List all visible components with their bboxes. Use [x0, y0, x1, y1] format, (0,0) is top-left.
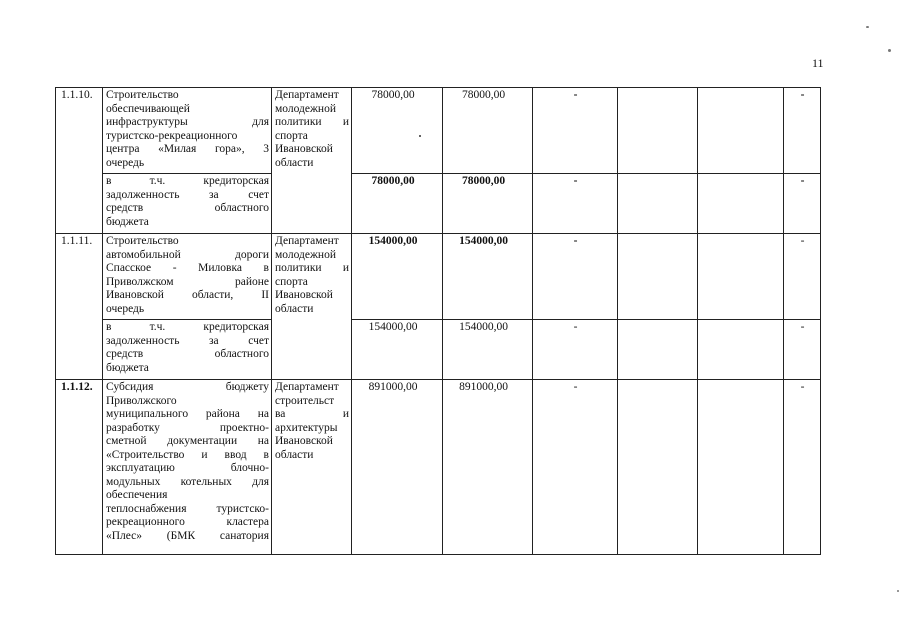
scan-speck — [897, 590, 899, 592]
dept-line: Ивановской — [275, 143, 333, 155]
desc-line: в т.ч. кредиторская — [106, 175, 269, 187]
item-number: 1.1.10. — [56, 88, 103, 234]
empty-cell — [698, 88, 784, 174]
amount-cell: 154000,00 — [352, 234, 443, 320]
desc-line: теплоснабжения туристско- — [106, 502, 269, 515]
desc-line: рекреационного кластера — [106, 516, 269, 528]
desc-line: Приволжском районе — [106, 275, 269, 288]
desc-line: Ивановской области, II — [106, 289, 269, 301]
amount-cell: 891000,00 — [352, 380, 443, 555]
empty-value: - — [784, 234, 821, 320]
department — [272, 88, 352, 234]
desc-line: центра «Милая гора», 3 — [106, 143, 269, 155]
empty-cell — [618, 88, 698, 174]
desc-line: туристско-рекреационного — [106, 129, 238, 142]
desc-line: средств областного — [106, 348, 269, 360]
empty-value: - — [784, 88, 821, 174]
table-row — [56, 174, 821, 234]
amount-cell: 78000,00 — [352, 174, 443, 234]
desc-line: очередь — [106, 302, 145, 315]
table-row — [56, 380, 821, 555]
table-row — [56, 88, 821, 174]
empty-cell — [618, 174, 698, 234]
dept-line: области — [275, 156, 314, 169]
scan-speck — [888, 49, 891, 52]
desc-line: инфраструктуры для — [106, 116, 269, 128]
amount-cell: 78000,00 — [443, 174, 533, 234]
desc-line: «Плес» (БМК санатория — [106, 529, 269, 542]
scan-speck — [866, 26, 869, 28]
empty-cell — [618, 234, 698, 320]
item-description — [103, 234, 272, 320]
dept-line: Департамент — [275, 381, 339, 393]
dept-line: архитектуры — [275, 421, 338, 434]
desc-line: эксплуатацию блочно- — [106, 462, 269, 474]
empty-value: - — [533, 380, 618, 555]
desc-line: Субсидия бюджету — [106, 381, 269, 393]
sub-description — [103, 174, 272, 234]
dept-line: спорта — [275, 129, 308, 142]
empty-value: - — [533, 174, 618, 234]
amount-cell: 78000,00 — [352, 88, 443, 174]
desc-line: обеспечения — [106, 489, 168, 501]
desc-line: разработку проектно- — [106, 421, 269, 434]
dept-line: политики и — [275, 116, 349, 128]
empty-value: - — [533, 320, 618, 380]
empty-cell — [618, 320, 698, 380]
empty-value: - — [533, 234, 618, 320]
dept-line: ва и — [275, 408, 349, 420]
empty-cell — [698, 320, 784, 380]
desc-line: автомобильной дороги — [106, 248, 269, 261]
dept-line: строительст — [275, 394, 335, 407]
table-row — [56, 234, 821, 320]
amount-cell: 78000,00 — [443, 88, 533, 174]
dept-line: Департамент — [275, 89, 339, 101]
budget-table — [55, 87, 821, 555]
page-number: 11 — [812, 56, 824, 70]
amount-cell: 891000,00 — [443, 380, 533, 555]
item-description — [103, 380, 272, 555]
dept-line: молодежной — [275, 248, 336, 261]
empty-cell — [618, 380, 698, 555]
empty-value: - — [784, 320, 821, 380]
desc-line: сметной документации на — [106, 435, 269, 447]
desc-line: задолженность за счет — [106, 188, 269, 201]
desc-line: Строительство — [106, 89, 179, 101]
amount-cell: 154000,00 — [443, 234, 533, 320]
desc-line: обеспечивающей — [106, 102, 190, 115]
item-description — [103, 88, 272, 174]
dept-line: молодежной — [275, 102, 336, 115]
department — [272, 380, 352, 555]
dept-line: Ивановской — [275, 289, 333, 301]
empty-cell — [698, 234, 784, 320]
dept-line: политики и — [275, 262, 349, 274]
desc-line: Спасское - Миловка в — [106, 262, 269, 274]
dept-line: области — [275, 302, 314, 315]
amount-cell: 154000,00 — [443, 320, 533, 380]
desc-line: средств областного — [106, 202, 269, 214]
desc-line: в т.ч. кредиторская — [106, 321, 269, 333]
sub-description — [103, 320, 272, 380]
dept-line: спорта — [275, 275, 308, 288]
desc-line: Строительство — [106, 235, 179, 247]
department — [272, 234, 352, 380]
empty-cell — [698, 380, 784, 555]
item-number: 1.1.12. — [56, 380, 103, 555]
empty-cell — [698, 174, 784, 234]
desc-line: Приволжского — [106, 394, 177, 407]
empty-value: - — [784, 174, 821, 234]
desc-line: задолженность за счет — [106, 334, 269, 347]
desc-line: модульных котельных для — [106, 475, 269, 488]
desc-line: бюджета — [106, 361, 149, 374]
item-number: 1.1.11. — [56, 234, 103, 380]
desc-line: бюджета — [106, 215, 149, 228]
dept-line: области — [275, 448, 314, 461]
amount-cell: 154000,00 — [352, 320, 443, 380]
desc-line: очередь — [106, 156, 145, 169]
dept-line: Ивановской — [275, 435, 333, 447]
desc-line: муниципального района на — [106, 408, 269, 420]
desc-line: «Строительство и ввод в — [106, 448, 269, 461]
table-row — [56, 320, 821, 380]
dept-line: Департамент — [275, 235, 339, 247]
empty-value: - — [533, 88, 618, 174]
empty-value: - — [784, 380, 821, 555]
